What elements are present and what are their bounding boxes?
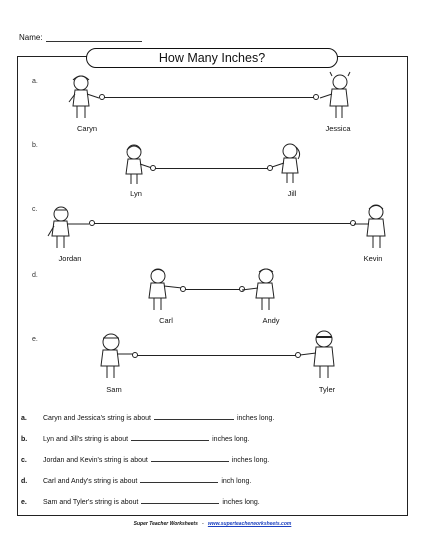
string-a (102, 97, 316, 98)
kid-figure (266, 141, 306, 187)
question-text: Lyn and Jill's string is about (43, 436, 129, 443)
item-letter: d. (32, 272, 38, 279)
item-letter: b. (32, 142, 38, 149)
kid-figure (296, 326, 342, 382)
kid-name: Tyler (318, 385, 336, 394)
knot (150, 165, 156, 171)
question-text: Sam and Tyler's string is about (43, 499, 139, 506)
question-b (21, 434, 249, 443)
footer-brand: Super Teacher Worksheets (133, 521, 198, 527)
answer-blank[interactable] (151, 455, 229, 462)
question-a (21, 413, 274, 422)
question-text: Jordan and Kevin's string is about (43, 457, 148, 464)
kid-name: Jordan (58, 254, 82, 263)
kid-figure (238, 266, 280, 314)
string-d (183, 289, 242, 290)
knot (89, 220, 95, 226)
kid-figure (45, 204, 93, 252)
kid-name: Sam (106, 385, 122, 394)
footer-separator: - (202, 521, 204, 527)
question-text: Caryn and Jessica's string is about (43, 415, 151, 422)
kid-figure (352, 202, 392, 252)
name-field[interactable] (46, 34, 142, 42)
question-letter: e. (21, 499, 27, 506)
answer-blank[interactable] (140, 476, 218, 483)
page-title-text: How Many Inches? (158, 51, 266, 65)
question-unit: inches long. (236, 415, 275, 422)
string-e (135, 355, 298, 356)
kid-name: Jessica (325, 124, 351, 133)
name-label: Name: (19, 33, 43, 42)
question-letter: a. (21, 415, 27, 422)
question-c (21, 455, 269, 464)
kid-name: Andy (262, 316, 280, 325)
knot (180, 286, 186, 292)
kid-figure (93, 330, 137, 382)
footer (0, 521, 425, 527)
answer-blank[interactable] (131, 434, 209, 441)
knot (99, 94, 105, 100)
string-c (92, 223, 353, 224)
page-title (86, 48, 338, 68)
footer-url-link[interactable]: www.superteacherworksheets.com (207, 521, 292, 527)
question-e (21, 497, 260, 506)
item-letter: a. (32, 78, 38, 85)
question-unit: inches long. (212, 436, 250, 443)
question-unit: inches long. (222, 499, 260, 506)
question-letter: c. (21, 457, 27, 464)
item-letter: e. (32, 336, 38, 343)
kid-name: Kevin (363, 254, 383, 263)
name-row (19, 33, 142, 42)
kid-name: Caryn (76, 124, 97, 133)
kid-name: Jill (287, 189, 297, 198)
kid-name: Carl (159, 316, 173, 325)
answer-blank[interactable] (154, 413, 234, 420)
question-unit: inches long. (231, 457, 270, 464)
knot (132, 352, 138, 358)
question-letter: b. (21, 436, 28, 443)
kid-name: Lyn (130, 189, 142, 198)
answer-blank[interactable] (141, 497, 219, 504)
question-d (21, 476, 251, 485)
question-unit: inch long. (221, 478, 252, 485)
item-letter: c. (32, 206, 38, 213)
question-letter: d. (21, 478, 28, 485)
kid-figure (314, 70, 358, 122)
string-b (153, 168, 270, 169)
question-text: Carl and Andy's string is about (43, 478, 138, 485)
